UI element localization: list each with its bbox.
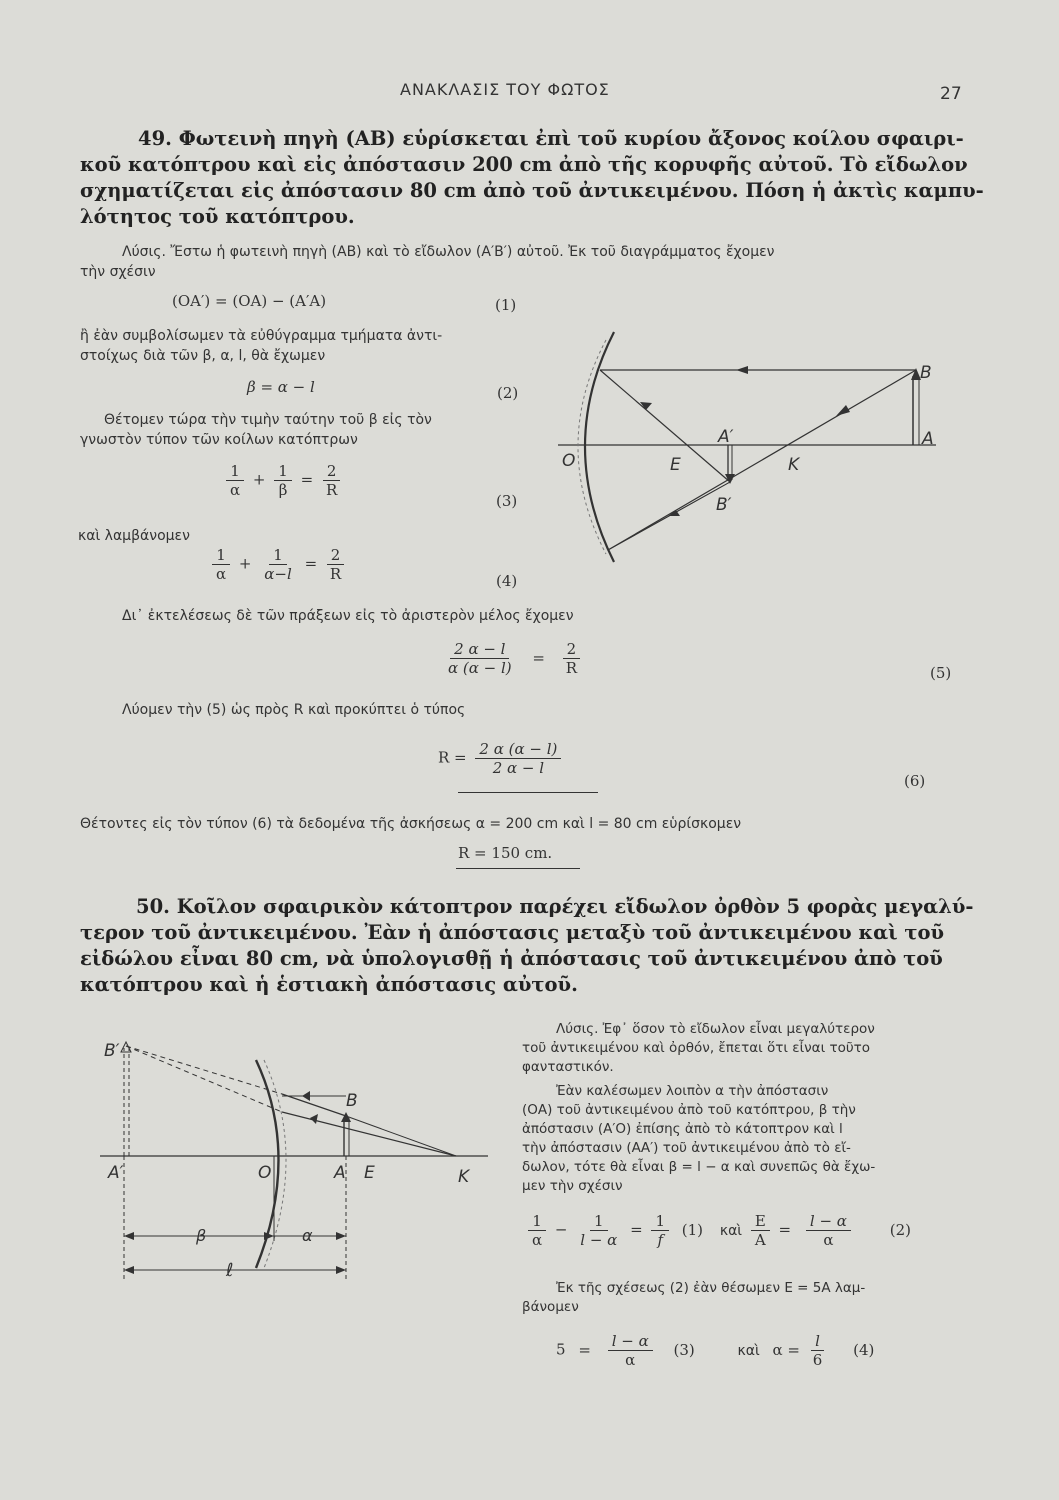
result-49: R = 150 cm. — [458, 844, 553, 862]
solution-50-p2-line-1: Ἐὰν καλέσωμεν λοιπὸν α τὴν ἀπόστασιν — [556, 1083, 829, 1099]
text-from-2: βάνομεν — [522, 1299, 579, 1315]
figure-49-ray-diagram — [548, 318, 948, 578]
running-header: ΑΝΑΚΛΑΣΙΣ ΤΟΥ ΦΩΤΟΣ — [400, 80, 610, 99]
equation-49-6: R = $\frac{2 \alpha (\alpha - l)}{2 \alpha - l}$ — [438, 740, 565, 777]
text-solve: Λύομεν τὴν (5) ὡς πρὸς R καὶ προκύπτει ὁ τύπος — [122, 702, 466, 718]
fraction-1-over-alpha: $\frac{1}{\alpha}$ — [226, 462, 244, 499]
figure2-label-O: O — [258, 1163, 272, 1183]
equation-49-6-number: (6) — [904, 772, 926, 790]
ray-through-focus — [600, 370, 730, 482]
problem-50-line-1: 50. Κοῖλον σφαιρικὸν κάτοπτρον παρέχει εἴδωλον ὀρθὸν 5 φορὰς μεγαλύ- — [136, 895, 974, 918]
figure1-label-A: A — [922, 429, 934, 449]
result-49-underline — [456, 868, 580, 869]
figure2-label-K: K — [458, 1167, 470, 1187]
concave-mirror — [585, 332, 614, 562]
figure1-label-A-prime: A′ — [718, 427, 734, 447]
solution-50-p2-line-6: μεν τὴν σχέσιν — [522, 1178, 623, 1194]
problem-49-line-4: λότητος τοῦ κατόπτρου. — [80, 205, 355, 228]
text-put-1: Θέτομεν τώρα τὴν τιμὴν ταύτην τοῦ β εἰς τὸν — [104, 412, 432, 428]
equation-50-3-4: 5 = $\frac{l - \alpha}{\alpha}$ (3) καὶ α = $\frac{l}{6}$ (4) — [556, 1332, 875, 1369]
solution-50-p2-line-3: ἀπόστασιν (Α′Ο) ἐπίσης ἀπὸ τὸ κάτοπτρον καὶ l — [522, 1121, 843, 1137]
figure-50-ray-diagram — [96, 1026, 496, 1296]
solution-50-p2-line-2: (ΟΑ) τοῦ ἀντικειμένου ἀπὸ τοῦ κατόπτρου, β τὴν — [522, 1102, 856, 1118]
problem-50-number: 50. — [136, 895, 170, 918]
equation-49-3: $\frac{1}{\alpha}$ + $\frac{1}{\beta}$ = $\frac{2}{R}$ — [222, 462, 345, 499]
solution-50-line-2: τοῦ ἀντικειμένου καὶ ὀρθόν, ἔπεται ὅτι εἶναι τοῦτο — [522, 1040, 871, 1056]
ray-through-center — [608, 370, 916, 550]
equation-49-1-number: (1) — [495, 296, 517, 314]
text-exec: Δι᾽ ἐκτελέσεως δὲ τῶν πράξεων εἰς τὸ ἀριστερὸν μέλος ἔχομεν — [122, 608, 574, 624]
figure1-label-K: K — [788, 455, 800, 475]
text-symbols-1: ἢ ἐὰν συμβολίσωμεν τὰ εὐθύγραμμα τμήματα ἀντι- — [80, 328, 443, 344]
equation-50-1-2: $\frac{1}{\alpha}$ − $\frac{1}{l - \alpha}$ = $\frac{1}{f}$ (1) καὶ $\frac{E}{A}$ = $\frac{l - \alpha}{\alpha}$ (2) — [524, 1212, 911, 1249]
equation-49-2: β = α − l — [247, 378, 315, 396]
solution-50-p2-line-5: δωλον, τότε θὰ εἶναι β = l − α καὶ συνεπῶς θὰ ἔχω- — [522, 1159, 876, 1175]
equation-49-4: $\frac{1}{\alpha}$ + $\frac{1}{\alpha-l}$ = $\frac{2}{R}$ — [208, 546, 349, 583]
text-placing: Θέτοντες εἰς τὸν τύπον (6) τὰ δεδομένα τῆς ἀσκήσεως α = 200 cm καὶ l = 80 cm εὑρίσκομεν — [80, 816, 742, 832]
equation-49-1: (ΟΑ′) = (ΟΑ) − (Α′Α) — [172, 292, 327, 310]
problem-50-line-3: εἰδώλου εἶναι 80 cm, νὰ ὑπολογισθῇ ἡ ἀπόστασις τοῦ ἀντικειμένου ἀπὸ τοῦ — [80, 947, 943, 970]
equation-49-4-number: (4) — [496, 572, 518, 590]
figure2-label-l: ℓ — [226, 1260, 234, 1281]
page-number: 27 — [940, 84, 962, 104]
fraction-1-over-beta: $\frac{1}{\beta}$ — [274, 462, 292, 499]
figure2-label-alpha: α — [302, 1226, 313, 1245]
solution-50-line-3: φανταστικόν. — [522, 1059, 614, 1075]
text-from: Ἐκ τῆς σχέσεως (2) ἐὰν θέσωμεν Ε = 5Α λαμ- — [556, 1280, 866, 1296]
figure2-label-E: E — [364, 1163, 375, 1183]
problem-49-line-1: 49. Φωτεινὴ πηγὴ (ΑΒ) εὑρίσκεται ἐπὶ τοῦ κυρίου ἄξονος κοίλου σφαιρι- — [138, 127, 964, 150]
figure2-label-B-prime: B′ — [104, 1041, 120, 1061]
figure1-label-B: B — [920, 363, 932, 383]
solution-49-intro-1: Λύσις. Ἔστω ἡ φωτεινὴ πηγὴ (ΑΒ) καὶ τὸ εἴδωλον (Α′Β′) αὐτοῦ. Ἐκ τοῦ διαγράμματος ἔχομεν — [122, 244, 775, 260]
text-symbols-2: στοίχως διὰ τῶν β, α, l, θὰ ἔχωμεν — [80, 348, 326, 364]
equation-49-2-number: (2) — [497, 384, 519, 402]
figure2-label-A-prime: A′ — [108, 1163, 124, 1183]
problem-49-line-3: σχηματίζεται εἰς ἀπόστασιν 80 cm ἀπὸ τοῦ ἀντικειμένου. Πόση ἡ ἀκτὶς καμπυ- — [80, 179, 984, 202]
fraction-2-over-R: $\frac{2}{R}$ — [322, 462, 341, 499]
problem-50-line-4: κατόπτρου καὶ ἡ ἑστιακὴ ἀπόστασις αὐτοῦ. — [80, 973, 578, 996]
equation-49-5: $\frac{2 \alpha - l}{\alpha (\alpha - l)}$ = $\frac{2}{R}$ — [440, 640, 585, 677]
text-put-2: γνωστὸν τύπον τῶν κοίλων κατόπτρων — [80, 432, 358, 448]
figure2-label-A: A — [334, 1163, 346, 1183]
equation-49-6-underline — [458, 792, 598, 793]
figure1-label-B-prime: B′ — [716, 495, 732, 515]
equation-49-5-number: (5) — [930, 664, 952, 682]
problem-49-number: 49. — [138, 127, 172, 150]
equation-49-3-number: (3) — [496, 492, 518, 510]
problem-50-line-2: τερον τοῦ ἀντικειμένου. Ἐὰν ἡ ἀπόστασις μεταξὺ τοῦ ἀντικειμένου καὶ τοῦ — [80, 921, 944, 944]
solution-50-line-1: Λύσις. Ἐφ᾽ ὅσον τὸ εἴδωλον εἶναι μεγαλύτερον — [556, 1021, 875, 1037]
problem-49-line-2: κοῦ κατόπτρου καὶ εἰς ἀπόστασιν 200 cm ἀπὸ τῆς κορυφῆς αὐτοῦ. Τὸ εἴδωλον — [80, 153, 968, 176]
solution-50-p2-line-4: τὴν ἀπόστασιν (ΑΑ′) τοῦ ἀντικειμένου ἀπὸ τὸ εἴ- — [522, 1140, 851, 1156]
figure2-label-B: B — [346, 1091, 358, 1111]
figure1-label-E: E — [670, 455, 681, 475]
text-take: καὶ λαμβάνομεν — [78, 528, 190, 544]
figure1-label-O: O — [562, 451, 576, 471]
solution-49-intro-2: τὴν σχέσιν — [80, 264, 156, 280]
figure2-label-beta: β — [196, 1226, 207, 1245]
